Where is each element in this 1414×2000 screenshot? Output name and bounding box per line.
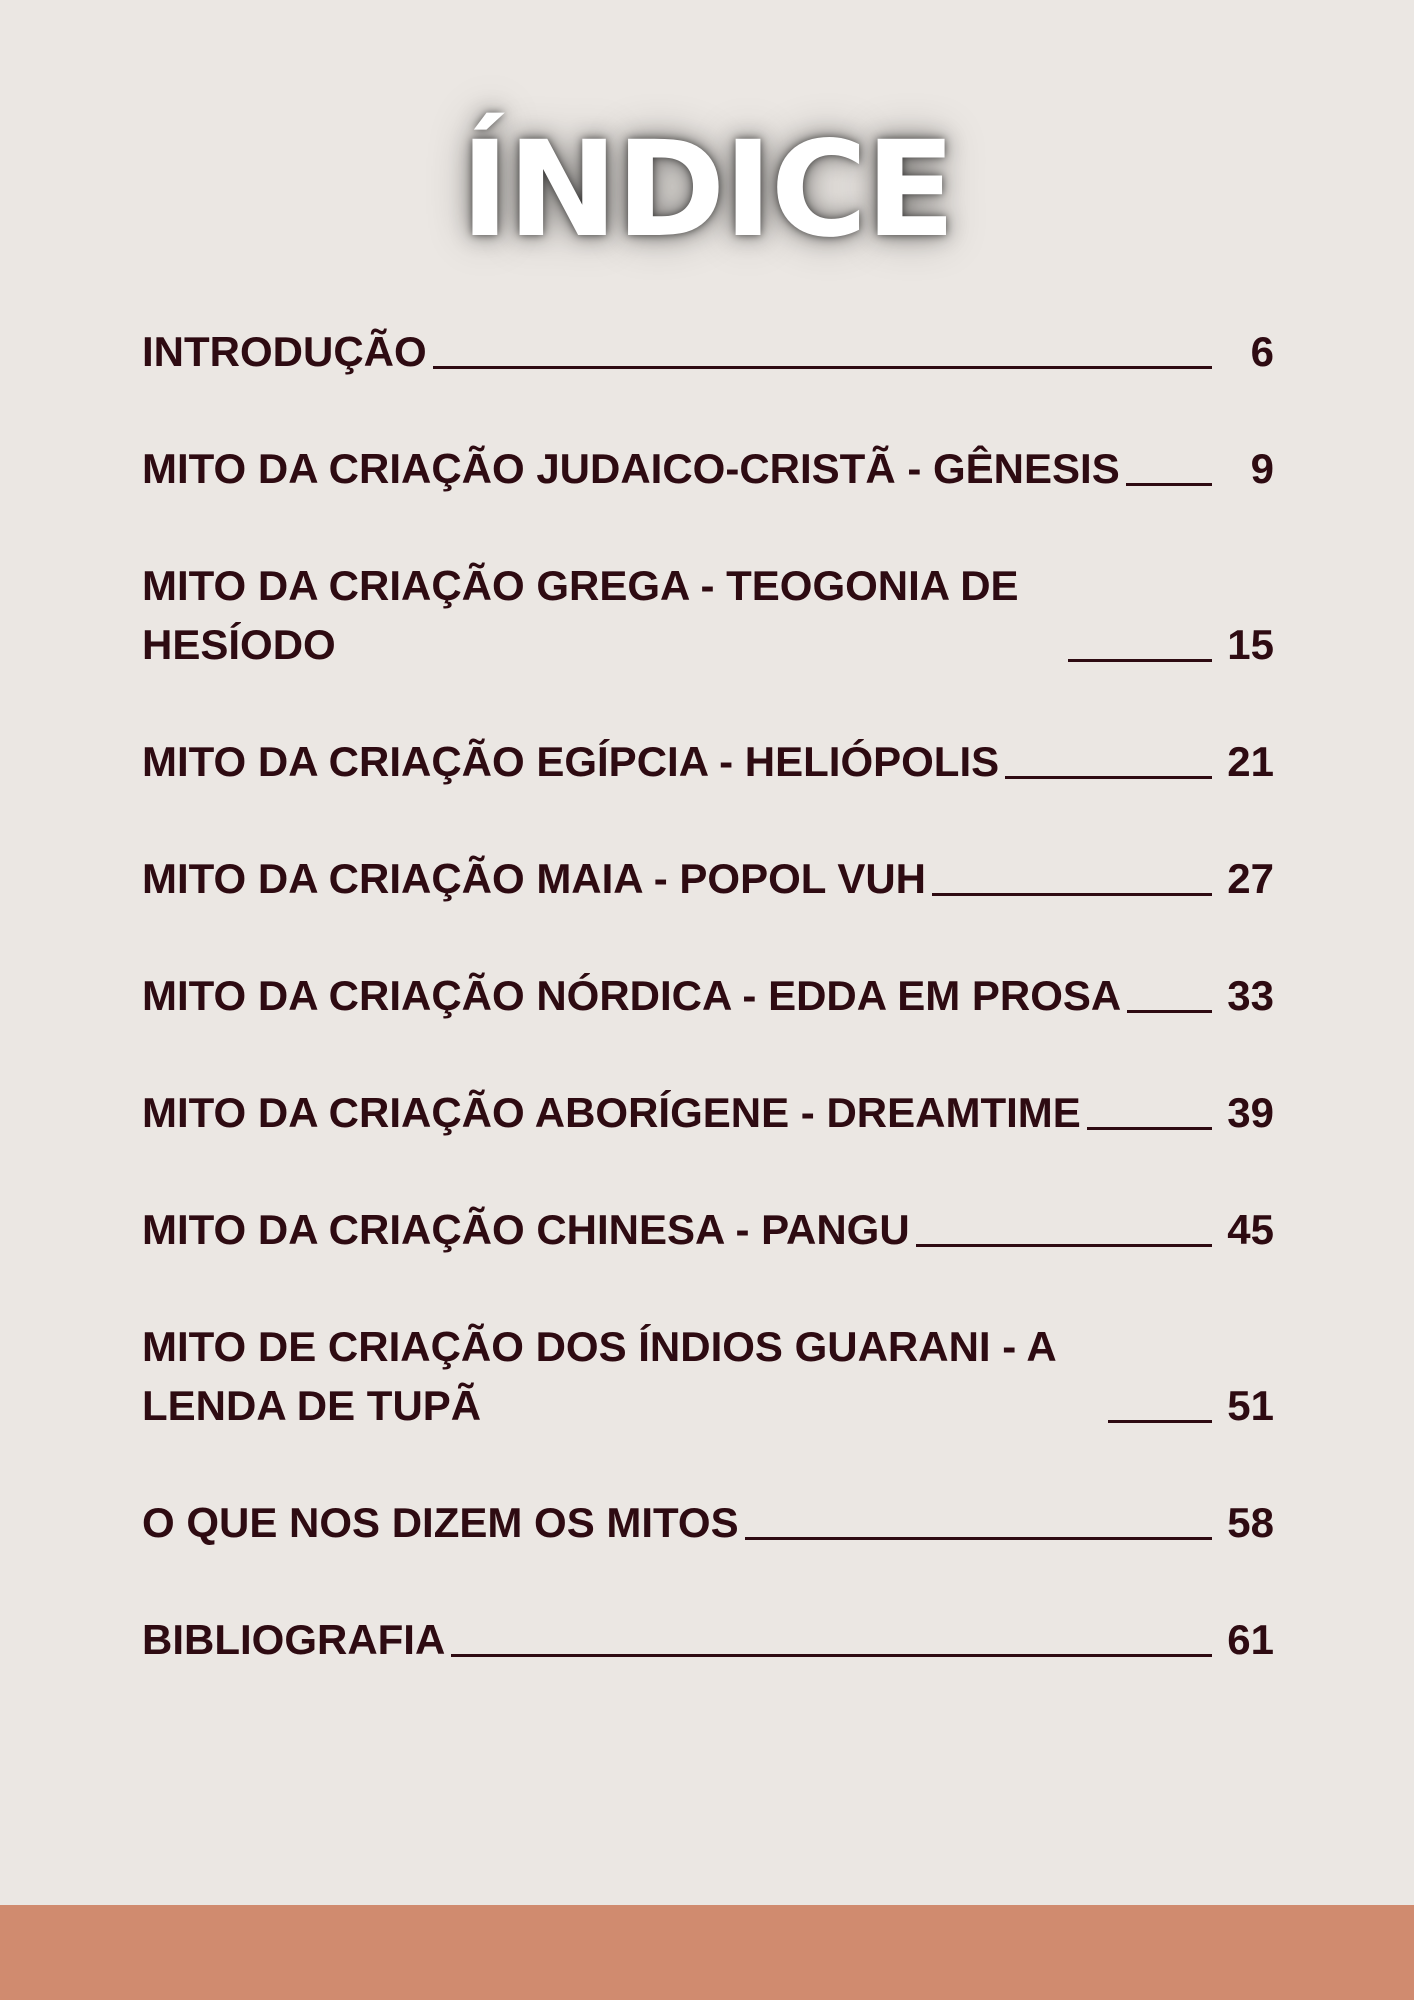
- toc-entry-page: 6: [1250, 328, 1274, 375]
- toc-entry[interactable]: [142, 1317, 1274, 1435]
- toc-entry-title: INTRODUÇÃO: [142, 328, 427, 375]
- leader-line: [1005, 776, 1212, 779]
- toc-entry-page: 21: [1227, 738, 1274, 785]
- leader-line: [1126, 483, 1212, 486]
- toc-entry-title: MITO DA CRIAÇÃO ABORÍGENE - DREAMTIME: [142, 1089, 1081, 1136]
- toc-entry[interactable]: [142, 732, 1274, 791]
- table-of-contents: [142, 322, 1274, 1727]
- toc-entry[interactable]: [142, 966, 1274, 1025]
- toc-entry-title: MITO DA CRIAÇÃO JUDAICO-CRISTÃ - GÊNESIS: [142, 445, 1120, 492]
- toc-entry-title: MITO DA CRIAÇÃO MAIA - POPOL VUH: [142, 855, 927, 902]
- toc-entry-page: 51: [1227, 1382, 1274, 1429]
- toc-entry[interactable]: [142, 322, 1274, 381]
- leader-line: [916, 1244, 1212, 1247]
- toc-entry-page: 45: [1227, 1206, 1274, 1253]
- leader-line: [1108, 1420, 1212, 1423]
- toc-entry-title: BIBLIOGRAFIA: [142, 1616, 446, 1663]
- toc-entry-title: MITO DE CRIAÇÃO DOS ÍNDIOS GUARANI - A LENDA DE TUPÃ: [142, 1323, 1056, 1429]
- toc-entry-page: 27: [1227, 855, 1274, 902]
- leader-line: [932, 893, 1212, 896]
- toc-entry-page: 33: [1227, 972, 1274, 1019]
- toc-entry[interactable]: [142, 556, 1274, 674]
- toc-entry-page: 39: [1227, 1089, 1274, 1136]
- leader-line: [433, 366, 1212, 369]
- toc-entry[interactable]: [142, 439, 1274, 498]
- toc-entry-title: MITO DA CRIAÇÃO NÓRDICA - EDDA EM PROSA: [142, 972, 1122, 1019]
- toc-entry-title: MITO DA CRIAÇÃO CHINESA - PANGU: [142, 1206, 910, 1253]
- toc-entry-page: 15: [1227, 621, 1274, 668]
- toc-entry-page: 9: [1250, 445, 1274, 492]
- footer-bar: [0, 1905, 1414, 2000]
- toc-entry[interactable]: [142, 1200, 1274, 1259]
- toc-entry[interactable]: [142, 1493, 1274, 1552]
- toc-entry-page: 61: [1227, 1616, 1274, 1663]
- toc-entry[interactable]: [142, 1083, 1274, 1142]
- toc-entry-title: MITO DA CRIAÇÃO GREGA - TEOGONIA DE HESÍODO: [142, 562, 1019, 668]
- leader-line: [1087, 1127, 1212, 1130]
- toc-entry-title: MITO DA CRIAÇÃO EGÍPCIA - HELIÓPOLIS: [142, 738, 1000, 785]
- toc-entry-title: O QUE NOS DIZEM OS MITOS: [142, 1499, 739, 1546]
- leader-line: [451, 1654, 1212, 1657]
- leader-line: [1127, 1010, 1212, 1013]
- leader-line: [1068, 659, 1212, 662]
- leader-line: [745, 1537, 1212, 1540]
- toc-entry-page: 58: [1227, 1499, 1274, 1546]
- page-title: ÍNDICE: [460, 113, 954, 267]
- toc-entry[interactable]: [142, 1610, 1274, 1669]
- toc-entry[interactable]: [142, 849, 1274, 908]
